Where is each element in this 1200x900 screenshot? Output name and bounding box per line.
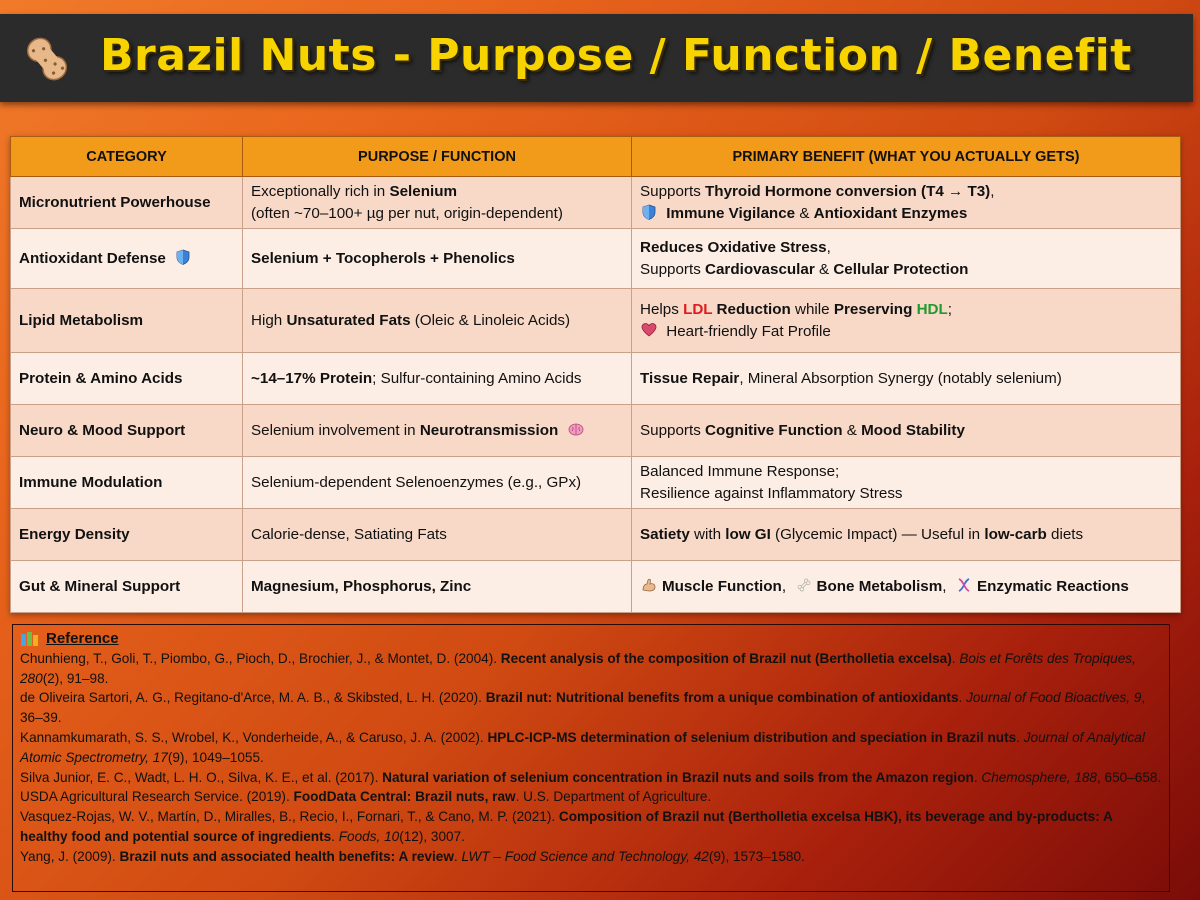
row-benefit: Balanced Immune Response; Resilience against Inflammatory Stress [632, 457, 1181, 509]
row-benefit: Satiety with low GI (Glycemic Impact) — Useful in low-carb diets [632, 509, 1181, 561]
row-purpose: ~14–17% Protein; Sulfur-containing Amino Acids [243, 353, 632, 405]
page-title: Brazil Nuts - Purpose / Function / Benefit [100, 30, 1132, 81]
table-row [11, 229, 1181, 289]
table-row [11, 177, 1181, 229]
row-purpose: Selenium + Tocopherols + Phenolics [243, 229, 632, 289]
reference-item: de Oliveira Sartori, A. G., Regitano-d'Arce, M. A. B., & Skibsted, L. H. (2020). Brazil nut: Nutritional benefits from a unique combination of antioxidants. Journal of Food Bioactives, 9, 36–39. [20, 690, 1146, 726]
reference-item: Chunhieng, T., Goli, T., Piombo, G., Pioch, D., Brochier, J., & Montet, D. (2004). Recent analysis of the composition of Brazil nut (Bertholletia excelsa). Bois et Forêts des Tropiques, 280(2), 91–98. [20, 650, 1136, 686]
row-benefit: Tissue Repair, Mineral Absorption Synergy (notably selenium) [632, 353, 1181, 405]
peanut-icon [20, 32, 74, 86]
row-benefit: Supports Thyroid Hormone conversion (T4 → T3), Immune Vigilance & Antioxidant Enzymes [632, 177, 1181, 229]
reference-item: Silva Junior, E. C., Wadt, L. H. O., Silva, K. E., et al. (2017). Natural variation of selenium concentration in Brazil nuts and soils from the Amazon region. Chemosphere, 188, 650–658. [20, 769, 1162, 785]
row-benefit: Supports Cognitive Function & Mood Stability [632, 405, 1181, 457]
row-category: Lipid Metabolism [11, 289, 243, 353]
bone-icon [795, 577, 813, 593]
reference-section [12, 624, 1170, 892]
shield-icon [640, 204, 658, 220]
table-row [11, 405, 1181, 457]
table-row [11, 353, 1181, 405]
row-category: Gut & Mineral Support [11, 561, 243, 613]
reference-item: Vasquez-Rojas, W. V., Martín, D., Miralles, B., Recio, I., Fornari, T., & Cano, M. P. (2021). Composition of Brazil nut (Bertholletia excelsa HBK), its beverage and by-products: A healthy food and potential source of ingredients. Foods, 10(12), 3007. [20, 809, 1113, 844]
heart-icon [640, 322, 658, 338]
reference-item: USDA Agricultural Research Service. (2019). FoodData Central: Brazil nuts, raw. U.S. Department of Agriculture. [20, 789, 712, 805]
row-purpose: Calorie-dense, Satiating Fats [243, 509, 632, 561]
row-category: Micronutrient Powerhouse [11, 177, 243, 229]
flexed-biceps-icon [640, 577, 658, 593]
row-purpose: Selenium involvement in Neurotransmission [243, 405, 632, 457]
row-benefit: Muscle Function, Bone Metabolism, Enzymatic Reactions [632, 561, 1181, 613]
row-purpose: Exceptionally rich in Selenium (often ~70–100+ µg per nut, origin-dependent) [243, 177, 632, 229]
row-category: Protein & Amino Acids [11, 353, 243, 405]
row-purpose: Selenium-dependent Selenoenzymes (e.g., GPx) [243, 457, 632, 509]
header-purpose: PURPOSE / FUNCTION [243, 137, 632, 177]
table-header-row [11, 137, 1181, 177]
row-benefit: Helps LDL Reduction while Preserving HDL; Heart-friendly Fat Profile [632, 289, 1181, 353]
row-purpose: High Unsaturated Fats (Oleic & Linoleic Acids) [243, 289, 632, 353]
brain-icon [567, 421, 585, 437]
benefits-table [10, 136, 1180, 613]
row-category: Energy Density [11, 509, 243, 561]
dna-icon [955, 577, 973, 593]
table-row [11, 289, 1181, 353]
row-purpose: Magnesium, Phosphorus, Zinc [243, 561, 632, 613]
table-row [11, 509, 1181, 561]
title-bar [0, 14, 1193, 102]
row-category: Neuro & Mood Support [11, 405, 243, 457]
reference-item: Yang, J. (2009). Brazil nuts and associated health benefits: A review. LWT – Food Science and Technology, 42(9), 1573–1580. [20, 848, 805, 864]
row-category: Antioxidant Defense [11, 229, 243, 289]
header-benefit: PRIMARY BENEFIT (WHAT YOU ACTUALLY GETS) [632, 137, 1181, 177]
table-row [11, 561, 1181, 613]
books-icon [20, 631, 40, 647]
reference-heading: Reference [20, 629, 1163, 649]
table-row [11, 457, 1181, 509]
reference-item: Kannamkumarath, S. S., Wrobel, K., Vonderheide, A., & Caruso, J. A. (2002). HPLC-ICP-MS determination of selenium distribution and speciation in Brazil nuts. Journal of Analytical Atomic Spectrometry, 17(9), 1049–1055. [20, 729, 1145, 765]
shield-icon [174, 249, 192, 265]
row-category: Immune Modulation [11, 457, 243, 509]
header-category: CATEGORY [11, 137, 243, 177]
row-benefit: Reduces Oxidative Stress, Supports Cardiovascular & Cellular Protection [632, 229, 1181, 289]
